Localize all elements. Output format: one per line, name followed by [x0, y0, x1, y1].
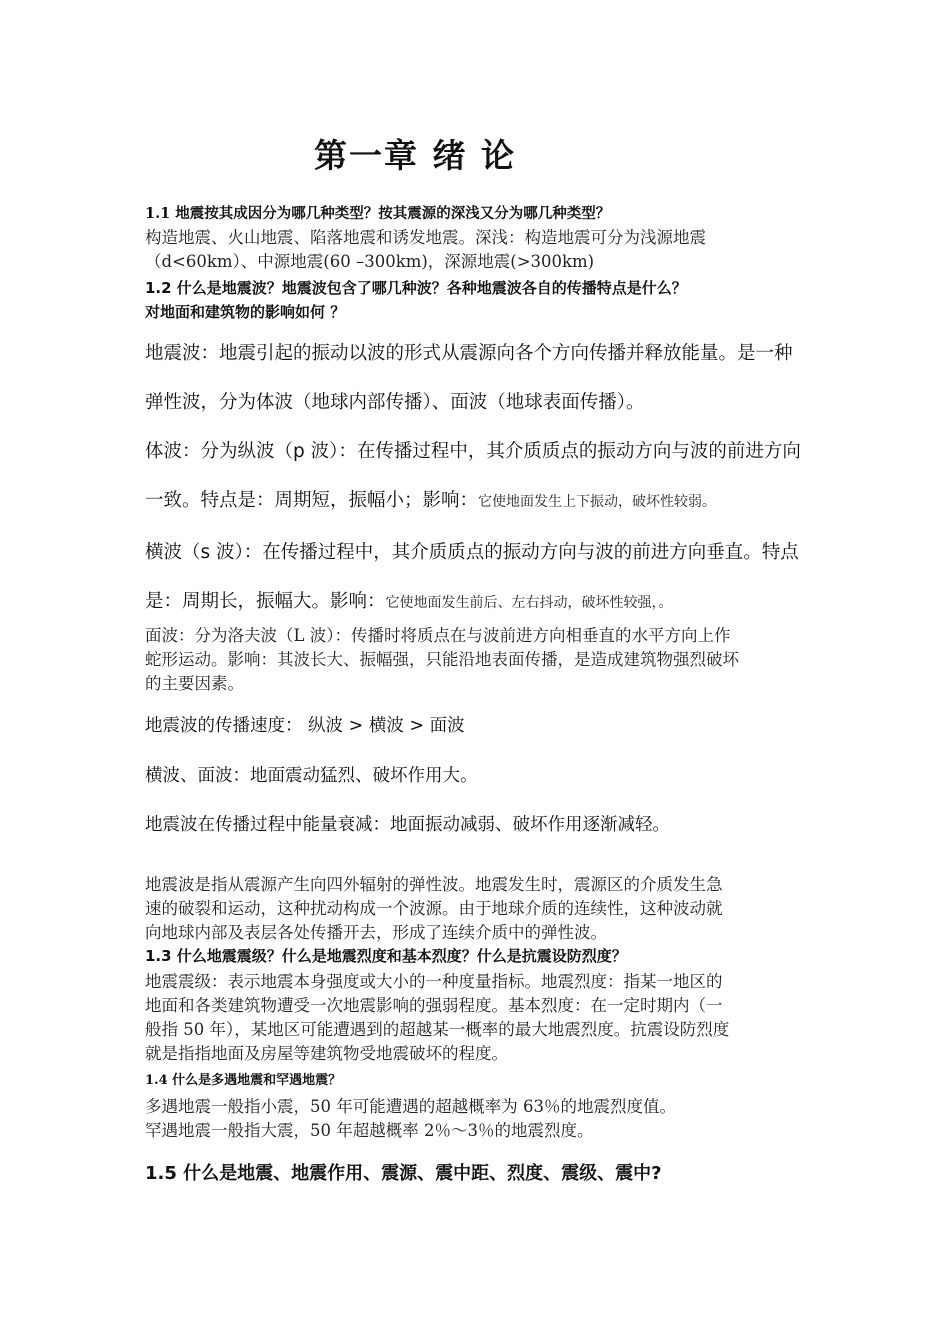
- wave-damage-note: 横波、面波：地面震动猛烈、破坏作用大。: [145, 766, 478, 786]
- question-1-3-answer-line-1: 地震震级：表示地震本身强度或大小的一种度量指标。地震烈度：指某一地区的: [145, 972, 723, 991]
- question-1-3-answer-line-3: 般指 50 年），某地区可能遭遇到的超越某一概率的最大地震烈度。抗震设防烈度: [145, 1020, 730, 1039]
- question-1-1-answer-line-2: （d<60km）、中源地震(60 –300km)，深源地震(>300km): [145, 252, 595, 271]
- question-1-3-answer-line-2: 地面和各类建筑物遭受一次地震影响的强弱程度。基本烈度：在一定时期内（一: [145, 996, 723, 1015]
- seismic-wave-definition-line-1: 地震波：地震引起的振动以波的形式从震源向各个方向传播并释放能量。是一种: [145, 343, 793, 364]
- seismic-wave-extra-line-3: 向地球内部及表层各处传播开去，形成了连续介质中的弹性波。: [145, 923, 607, 942]
- p-wave-line-1: 体波：分为纵波（p 波）：在传播过程中，其介质质点的振动方向与波的前进方向: [145, 441, 801, 462]
- surface-wave-line-2: 蛇形运动。影响：其波长大、振幅强，只能沿地表面传播，是造成建筑物强烈破坏: [145, 650, 739, 669]
- seismic-wave-definition-line-2: 弹性波，分为体波（地球内部传播）、面波（地球表面传播）。: [145, 392, 645, 413]
- p-wave-line-2: [145, 486, 815, 512]
- question-1-2-heading-line-1: 1.2 什么是地震波？地震波包含了哪几种波？各种地震波各自的传播特点是什么？: [145, 279, 687, 297]
- seismic-wave-extra-line-1: 地震波是指从震源产生向四外辐射的弹性波。地震发生时，震源区的介质发生急: [145, 875, 723, 894]
- question-1-1-answer-line-1: 构造地震、火山地震、陷落地震和诱发地震。深浅：构造地震可分为浅源地震: [145, 228, 706, 247]
- question-1-4-answer-line-1: 多遇地震一般指小震，50 年可能遭遇的超越概率为 63％的地震烈度值。: [145, 1097, 676, 1116]
- energy-decay-note: 地震波在传播过程中能量衰减：地面振动减弱、破坏作用逐渐减轻。: [145, 815, 670, 835]
- p-wave-characteristics: 一致。特点是：周期短，振幅小；影响：: [145, 490, 479, 511]
- question-1-2-heading-line-2: 对地面和建筑物的影响如何 ？: [145, 303, 346, 321]
- s-wave-effect: 它使地面发生前后、左右抖动，破坏性较强，。: [385, 595, 673, 611]
- surface-wave-line-3: 的主要因素。: [145, 674, 244, 693]
- chapter-title: 第一章 绪 论: [314, 136, 516, 175]
- question-1-5-heading: 1.5 什么是地震、地震作用、震源、震中距、烈度、震级、震中?: [145, 1163, 662, 1184]
- question-1-3-heading: 1.3 什么地震震级？什么是地震烈度和基本烈度？什么是抗震设防烈度？: [145, 947, 627, 965]
- question-1-1-heading: 1.1 地震按其成因分为哪几种类型？按其震源的深浅又分为哪几种类型？: [145, 205, 611, 222]
- question-1-4-answer-line-2: 罕遇地震一般指大震，50 年超越概率 2％～3％的地震烈度。: [145, 1121, 594, 1140]
- s-wave-line-1: 横波（s 波）：在传播过程中，其介质质点的振动方向与波的前进方向垂直。特点: [145, 542, 799, 563]
- s-wave-line-2: [145, 587, 815, 613]
- p-wave-effect: 它使地面发生上下振动，破坏性较弱。: [478, 494, 717, 510]
- seismic-wave-extra-line-2: 速的破裂和运动，这种扰动构成一个波源。由于地球介质的连续性，这种波动就: [145, 899, 723, 918]
- s-wave-characteristics: 是：周期长，振幅大。影响：: [145, 591, 386, 612]
- question-1-4-heading: 1.4 什么是多遇地震和罕遇地震？: [145, 1073, 342, 1088]
- wave-speed-order: 地震波的传播速度： 纵波 > 横波 > 面波: [145, 716, 465, 736]
- surface-wave-line-1: 面波：分为洛夫波（L 波）：传播时将质点在与波前进方向相垂直的水平方向上作: [145, 626, 731, 645]
- question-1-3-answer-line-4: 就是指指地面及房屋等建筑物受地震破坏的程度。: [145, 1044, 508, 1063]
